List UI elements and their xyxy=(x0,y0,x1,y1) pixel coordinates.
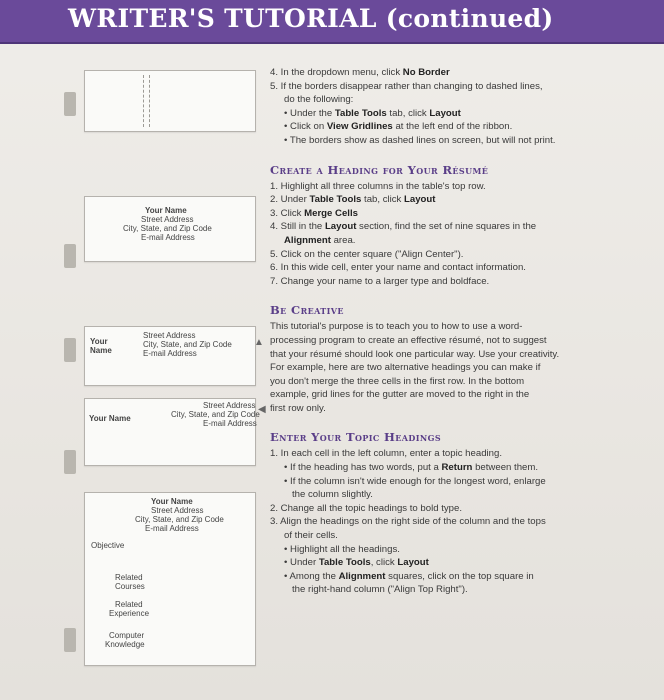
page-title: WRITER'S TUTORIAL (continued) xyxy=(68,4,554,33)
step-4: 4. In the dropdown menu, click No Border xyxy=(270,67,450,78)
paragraph-line: processing program to create an effective résumé, not to suggest xyxy=(270,334,547,346)
fig-email: E-mail Address xyxy=(145,524,199,533)
fig-name: Your Name xyxy=(89,414,131,423)
paragraph-line: This tutorial's purpose is to teach you to how to use a word- xyxy=(270,321,523,333)
bullet: • Highlight all the headings. xyxy=(284,543,400,555)
figure-empty-table xyxy=(84,70,256,132)
arrow-icon: ◀ xyxy=(258,404,266,415)
fig-email: E-mail Address xyxy=(141,233,195,242)
step-5-cont: do the following: xyxy=(284,94,354,106)
page-header xyxy=(0,0,664,44)
fig-name: Your xyxy=(90,337,108,346)
fig-name: Your Name xyxy=(145,206,187,215)
step-5: 5. If the borders disappear rather than changing to dashed lines, xyxy=(270,80,543,92)
step: 2. Under Table Tools tab, click Layout xyxy=(270,194,436,206)
fig-city: City, State, and Zip Code xyxy=(135,515,224,524)
paragraph-line: first row only. xyxy=(270,402,326,414)
section-heading: Be Creative xyxy=(270,303,344,318)
fig-street: Street Address xyxy=(141,215,194,224)
fig-topic: Related xyxy=(115,573,143,582)
margin-tab xyxy=(64,244,76,268)
fig-topic: Experience xyxy=(109,609,150,618)
fig-topic: Courses xyxy=(115,582,145,591)
step: 5. Click on the center square ("Align Center"). xyxy=(270,248,464,260)
bullet: • The borders show as dashed lines on screen, but will not print. xyxy=(284,134,556,146)
figure-alt-heading-1 xyxy=(84,326,256,386)
bullet-cont: the right-hand column ("Align Top Right"). xyxy=(292,584,468,596)
step: 6. In this wide cell, enter your name and contact information. xyxy=(270,262,526,274)
bullet: • Under Table Tools, click Layout xyxy=(284,557,429,569)
margin-tab xyxy=(64,450,76,474)
paragraph-line: you don't merge the three cells in the first row. In the bottom xyxy=(270,375,525,387)
fig-name: Your Name xyxy=(151,497,193,506)
margin-tab xyxy=(64,338,76,362)
figure-alt-heading-2 xyxy=(84,398,260,466)
paragraph-line: example, grid lines for the gutter are moved to the right in the xyxy=(270,389,530,401)
fig-topic: Related xyxy=(115,600,143,609)
bullet: • Click on View Gridlines at the left end of the ribbon. xyxy=(284,121,513,133)
section-heading: Enter Your Topic Headings xyxy=(270,430,442,445)
fig-name: Name xyxy=(90,346,112,355)
bullet: • Among the Alignment squares, click on the top square in xyxy=(284,570,534,582)
fig-city: City, State, and Zip Code xyxy=(123,224,212,233)
section-heading: Create a Heading for Your Résumé xyxy=(270,162,489,177)
paragraph-line: For example, here are two alternative headings you can make if xyxy=(270,362,541,374)
bullet: • Under the Table Tools tab, click Layout xyxy=(284,107,461,119)
step: 3. Align the headings on the right side of the column and the tops xyxy=(270,516,546,528)
paragraph-line: that your résumé should look one particular way. Use your creativity. xyxy=(270,348,560,360)
step: 1. In each cell in the left column, enter a topic heading. xyxy=(270,448,502,460)
instructions-column xyxy=(270,66,656,597)
fig-topic: Knowledge xyxy=(105,640,145,649)
step-cont: of their cells. xyxy=(284,530,338,542)
fig-street: Street Address xyxy=(203,401,256,410)
figure-topic-headings xyxy=(84,492,256,666)
margin-tab xyxy=(64,628,76,652)
margin-tab xyxy=(64,92,76,116)
step: 7. Change your name to a larger type and boldface. xyxy=(270,275,490,287)
bullet: • If the column isn't wide enough for the longest word, enlarge xyxy=(284,475,546,487)
fig-street: Street Address xyxy=(143,331,196,340)
fig-street: Street Address xyxy=(151,506,204,515)
step: 1. Highlight all three columns in the table's top row. xyxy=(270,180,486,192)
fig-topic: Computer xyxy=(109,631,145,640)
step: 2. Change all the topic headings to bold type. xyxy=(270,502,463,514)
bullet: • If the heading has two words, put a Return between them. xyxy=(284,462,539,474)
fig-email: E-mail Address xyxy=(203,419,257,428)
fig-city: City, State, and Zip Code xyxy=(171,410,260,419)
arrow-icon: ▲ xyxy=(254,337,264,348)
step: 4. Still in the Layout section, find the set of nine squares in the xyxy=(270,221,537,233)
fig-email: E-mail Address xyxy=(143,349,197,358)
bullet-cont: the column slightly. xyxy=(292,489,373,501)
step: 3. Click Merge Cells xyxy=(270,207,358,219)
step-cont: Alignment area. xyxy=(284,234,356,246)
fig-city: City, State, and Zip Code xyxy=(143,340,232,349)
figure-merged-heading xyxy=(84,196,256,262)
fig-topic: Objective xyxy=(91,541,125,550)
